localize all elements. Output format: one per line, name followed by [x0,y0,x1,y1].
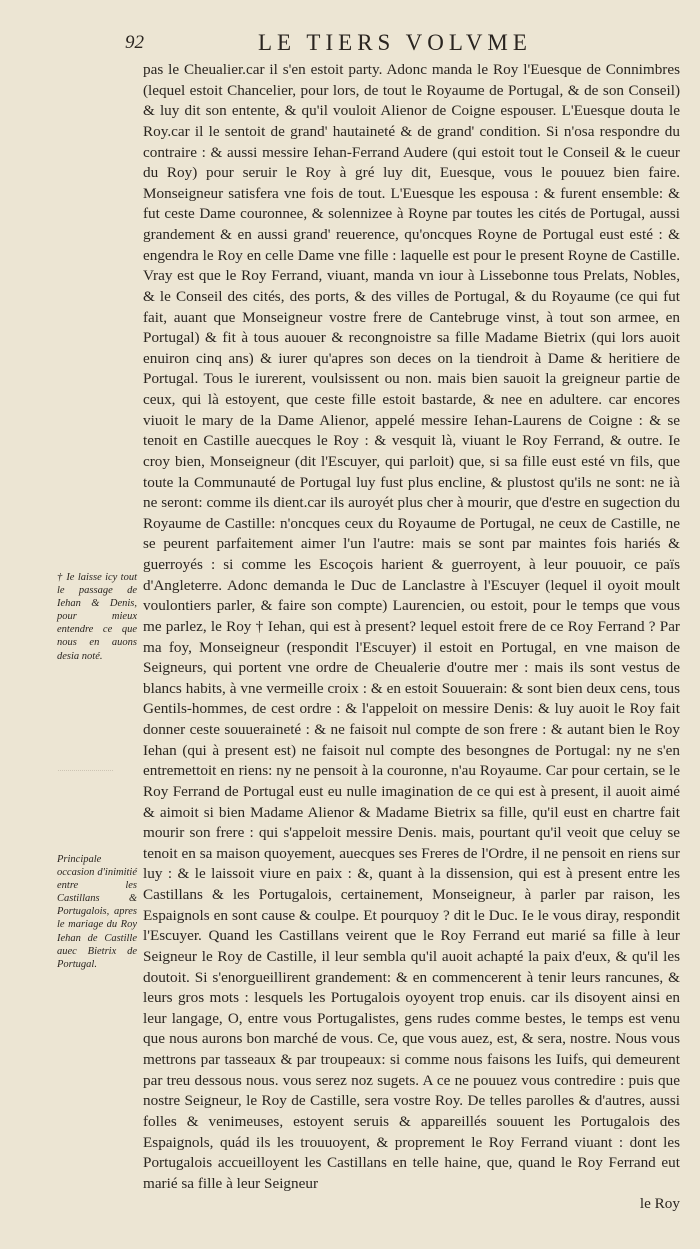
catchword: le Roy [639,1195,680,1213]
running-head: LE TIERS VOLVME [258,30,532,55]
margin-note-iehan-denis: † Ie laisse icy tout le passage de Iehan & Denis, pour mieux entendre ce que nous en auons desia noté. [57,572,137,662]
page-header [0,30,700,60]
margin-smudge [58,770,113,781]
body-text-block [143,60,680,1215]
margin-note-principale-occasion: Principale occasion d'inimitié entre les Castillans & Portugalois, apres le mariage du Roy Iehan de Castille auec Bietrix de Portugal. [57,854,137,970]
page-number: 92 [125,32,144,53]
body-paragraph: pas le Cheualier.car il s'en estoit party. Adonc manda le Roy l'Euesque de Connimbres (lequel estoit Chancelier, pour lors, de tout le Royaume de Portugal, & de son Conseil) & luy dit son entente, & qu'il vouloit Alienor de Coigne espouser. L'Euesque douta le Roy.car il le sentoit de grand' hautaineté & de grand' condition. Si n'osa respondre du contraire : & aussi messire Iehan-Ferrand Audere (qui estoit tout le Conseil & le cueur du Roy) pour seruir le Roy à gré luy dit, Euesque, vous le pouuez bien faire. Monseigneur satisfera vne fois de tout. L'Euesque les espousa : & furent ensemble: & fut ceste Dame couronnee, & solennizee à Royne par toutes les cités de Portugal, aussi grandement & en aussi grand' reuerence, qu'oncques Royne de Portugal eust esté : & engendra le Roy en celle Dame vne fille : laquelle est pour le present Royne de Castille. Vray est que le Roy Ferrand, viuant, manda vn iour à Lissebonne tous Prelats, Nobles, & le Conseil des cités, des ports, & des villes de Portugal, & du Royaume (ce qui fut fait, auant que Monseigneur vostre frere de Cantebruge vinst, à tout son armee, en Portugal) & fit à tous auouer & recongnoistre sa fille Madame Bietrix (qui lors auoit enuiron cinq ans) & iurer qu'apres son deces on la tiendroit à Dame & heritiere de Portugal. Tous le iurerent, voulsissent ou non. mais bien sauoit la greigneur partie de ceux, qui là estoyent, que ceste fille estoit bastarde, & nee en adultere. car encores viuoit le mary de la Dame Alienor, appelé messire Iehan-Laurens de Coigne : & se tenoit en Castille auecques le Roy : & vesquit là, viuant le Roy Ferrand, & outre. Ie croy bien, Monseigneur (dit l'Escuyer, qui parloit) que, si sa fille eust esté vn fils, que toute la Communauté de Portugal luy fust plus encline, & plustost qu'ils ne sont: ne ià ne seront: comme ils dient.car ils auroyét plus cher à mourir, que d'estre en sugection du Royaume de Castille: n'oncques ceux du Royaume de Portugal, ne ceux de Castille, ne se peurent parfaitement aimer l'un l'autre: mais se sont par maintes fois hariés & guerroyés : si comme les Escoçois harient & guerroyent, à leur pouuoir, ce païs d'Angleterre. Adonc demanda le Duc de Lanclastre à l'Escuyer (lequel il oyoit moult voulontiers parler, & faire son compte) Laurencien, ou estoit, pour le temps que vous me parlez, le Roy † Iehan, qui est à present? lequel estoit frere de ce Roy Ferrand ? Par ma foy, Monseigneur (respondit l'Escuyer) il estoit en Portugal, en vne maison de Seigneurs, qui portent vne ordre de Cheualerie d'outre mer : mais ils sont vestus de blancs habits, à vne vermeille croix : & en estoit Souuerain: & sont bien deux cens, tous Gentils-hommes, de cest ordre : & l'appeloit on messire Denis: & luy auoit le Roy fait donner ceste souueraineté : & ne faisoit nul compte de son frere : & autant bien le Roy Iehan (qui à present est) ne faisoit nul compte des besongnes de Portugal: ny ne s'en entremettoit en riens: ny ne pensoit à la couronne, n'au Royaume. Car pour certain, se le Roy Ferrand de Portugal eust eu nulle imagination de ce qui est à present, il auoit aimé & aimoit si bien Madame Alienor & Madame Bietrix sa fille, qu'il eust en chartre fait mourir son frere : qui s'appeloit messire Denis. mais, pourtant qu'il veoit que celuy se tenoit en sa maison quoyement, auecques ses Freres de l'Ordre, il ne pensoit en riens sur luy : & le laissoit viure en paix : &, quant à la dissension, qui est à present entre les Castillans & les Portugalois, certainement, Monseigneur, à parler par raison, les Espaignols en sont cause & coulpe. Et pourquoy ? dit le Duc. Ie le vous diray, respondit l'Escuyer. Quand les Castillans veirent que le Roy Ferrand eut marié sa fille à leur Seigneur le Roy de Castille, il leur sembla qu'il auoit achapté la paix d'eux, & qu'il les doutoit. Si s'enorgueillirent grandement: & en commencerent à tenir leurs rancunes, & leurs gros mots : lesquels les Portugalois oyoyent trop enuis. car ils disoyent ainsi en leur langage, O, entre vous Portugalistes, gens rudes comme bestes, le temps est venu que nous aurons bon marché de vous. Ce, que vous auez, est, & sera, nostre. Nous vous mettrons par tasseaux & par troupeaux: si comme nous faisons les Iuifs, qui demeurent par treu dessous nous. vous serez noz sugets. A ce ne pouuez vous contredire : puis que nostre Seigneur, le Roy de Castille, sera vostre Roy. De telles parolles & d'autres, aussi folles & venimeuses, estoyent seruis & appareillés souuent les Portugalois des Espaignols, quád ils les trouuoyent, & proprement le Roy Ferrand viuant : dont les Portugalois accueilloyent les Castillans en telle haine, que, quand le Roy Ferrand eut marié sa fille à leur Seigneur [143,61,680,1192]
